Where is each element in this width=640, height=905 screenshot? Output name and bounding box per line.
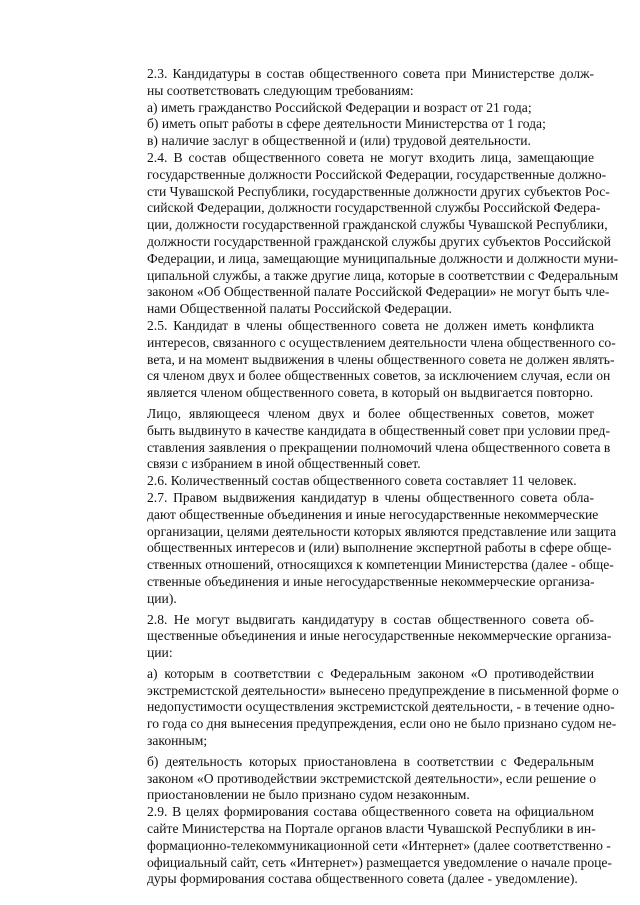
text-line: законным;	[147, 733, 208, 749]
text-line: нами Общественной палаты Российской Федерации.	[147, 301, 452, 317]
text-line: ции, должности государственной гражданской службы Чувашской Республики,	[147, 217, 608, 233]
text-line: официальный сайт, сеть «Интернет») размещается уведомление о начале проце-	[147, 854, 612, 870]
paragraph-2-8-b	[117, 753, 597, 804]
text-line: б) иметь опыт работы в сфере деятельности Министерства от 1 года;	[147, 116, 546, 132]
paragraph-2-5-continued	[117, 405, 611, 473]
paragraph-2-3-b	[117, 116, 594, 133]
text-line: а) иметь гражданство Российской Федерации и возраст от 21 года;	[147, 99, 532, 115]
text-line: Федерации, и лица, замещающие муниципальные должности и должности муни-	[147, 250, 619, 266]
text-line: сти Чувашской Республики, государственные должности других субъектов Рос-	[147, 183, 610, 199]
paragraph-2-8-a	[117, 665, 619, 750]
text-line: интересов, связанного с осуществлением деятельности члена общественного со-	[147, 334, 616, 350]
text-line: 2.5. Кандидат в члены общественного совета не должен иметь конфликта	[147, 317, 594, 333]
paragraph-2-3-a	[117, 100, 594, 117]
text-line: ственных отношений, относящихся к компетенции Министерства (далее - обще-	[147, 557, 614, 573]
text-line: экстремистской деятельности» вынесено предупреждение в письменной форме о	[147, 682, 619, 698]
text-line: Лицо, являющееся членом двух и более общественных советов, может	[147, 405, 594, 421]
text-line: ставления заявления о прекращении полномочий члена общественного совета в	[147, 439, 611, 455]
text-line: ципальной службы, а также другие лица, которые в соответствии с Федеральным	[147, 267, 619, 283]
text-line: 2.6. Количественный состав общественного совета составляет 11 человек.	[147, 473, 577, 489]
text-line: а) которым в соответствии с Федеральным законом «О противодействии	[147, 665, 594, 681]
text-line: формационно-телекоммуникационной сети «Интернет» (далее соответственно -	[147, 837, 611, 853]
text-line: 2.3. Кандидатуры в состав общественного совета при Министерстве долж-	[147, 66, 594, 81]
text-line: вета, и на момент выдвижения в члены общественного совета не должен являть-	[147, 351, 615, 367]
text-line: б) деятельность которых приостановлена в соответствии с Федеральным	[147, 753, 594, 769]
text-line: ственные объединения и иные негосударственные некоммерческие организа-	[147, 573, 595, 589]
text-line: сийской Федерации, должности государственной службы Российской Федера-	[147, 200, 601, 216]
text-line: должности государственной гражданской службы других субъектов Российской	[147, 233, 611, 249]
paragraph-2-4	[117, 149, 619, 318]
paragraph-2-7	[117, 489, 617, 608]
text-line: недопустимости осуществления экстремистской деятельности, - в течение одно-	[147, 699, 615, 715]
text-line: дают общественные объединения и иные негосударственные некоммерческие	[147, 506, 599, 522]
text-line: ся членом двух и более общественных советов, за исключением случая, если он	[147, 368, 611, 384]
text-line: законом «О противодействии экстремистской деятельности», если решение о	[147, 770, 597, 786]
text-line: приостановлении не было признано судом незаконным.	[147, 787, 470, 803]
text-line: быть выдвинуто в качестве кандидата в общественный совет при условии пред-	[147, 422, 610, 438]
text-line: законом «Об Общественной палате Российской Федерации» не могут быть чле-	[147, 284, 610, 300]
document-page	[117, 66, 619, 888]
text-line: сайте Министерства на Портале органов власти Чувашской Республики в ин-	[147, 821, 596, 837]
text-line: 2.8. Не могут выдвигать кандидатуру в состав общественного совета об-	[147, 611, 594, 627]
text-line: 2.9. В целях формирования состава общественного совета на официальном	[147, 804, 594, 820]
text-line: общественных интересов и (или) выполнение экспертной работы в сфере обще-	[147, 540, 612, 556]
text-line: 2.4. В состав общественного совета не могут входить лица, замещающие	[147, 149, 594, 165]
text-line: связи с избранием в иной общественный совет.	[147, 456, 421, 472]
paragraph-2-9	[117, 804, 612, 888]
text-line: организации, целями деятельности которых являются представление или защита	[147, 523, 617, 539]
text-line: ции).	[147, 590, 177, 606]
text-line: 2.7. Правом выдвижения кандидатур в члены общественного совета обла-	[147, 489, 594, 505]
text-line: ны соответствовать следующим требованиям:	[147, 82, 414, 98]
text-line: дуры формирования состава общественного совета (далее - уведомление).	[147, 871, 578, 887]
text-line: в) наличие заслуг в общественной и (или) трудовой деятельности.	[147, 133, 531, 149]
paragraph-2-5	[117, 317, 616, 402]
paragraph-2-3	[117, 66, 594, 100]
text-line: является членом общественного совета, в который он выдвигается повторно.	[147, 385, 594, 401]
paragraph-2-6	[117, 473, 594, 490]
paragraph-2-8	[117, 611, 612, 662]
text-line: щественные объединения и иные негосударственные некоммерческие организа-	[147, 628, 612, 644]
text-line: ции:	[147, 645, 173, 661]
text-line: государственные должности Российской Федерации, государственные должно-	[147, 166, 607, 182]
paragraph-2-3-c	[117, 133, 594, 150]
text-line: го года со дня вынесения предупреждения, если оно не было признано судом не-	[147, 716, 617, 732]
